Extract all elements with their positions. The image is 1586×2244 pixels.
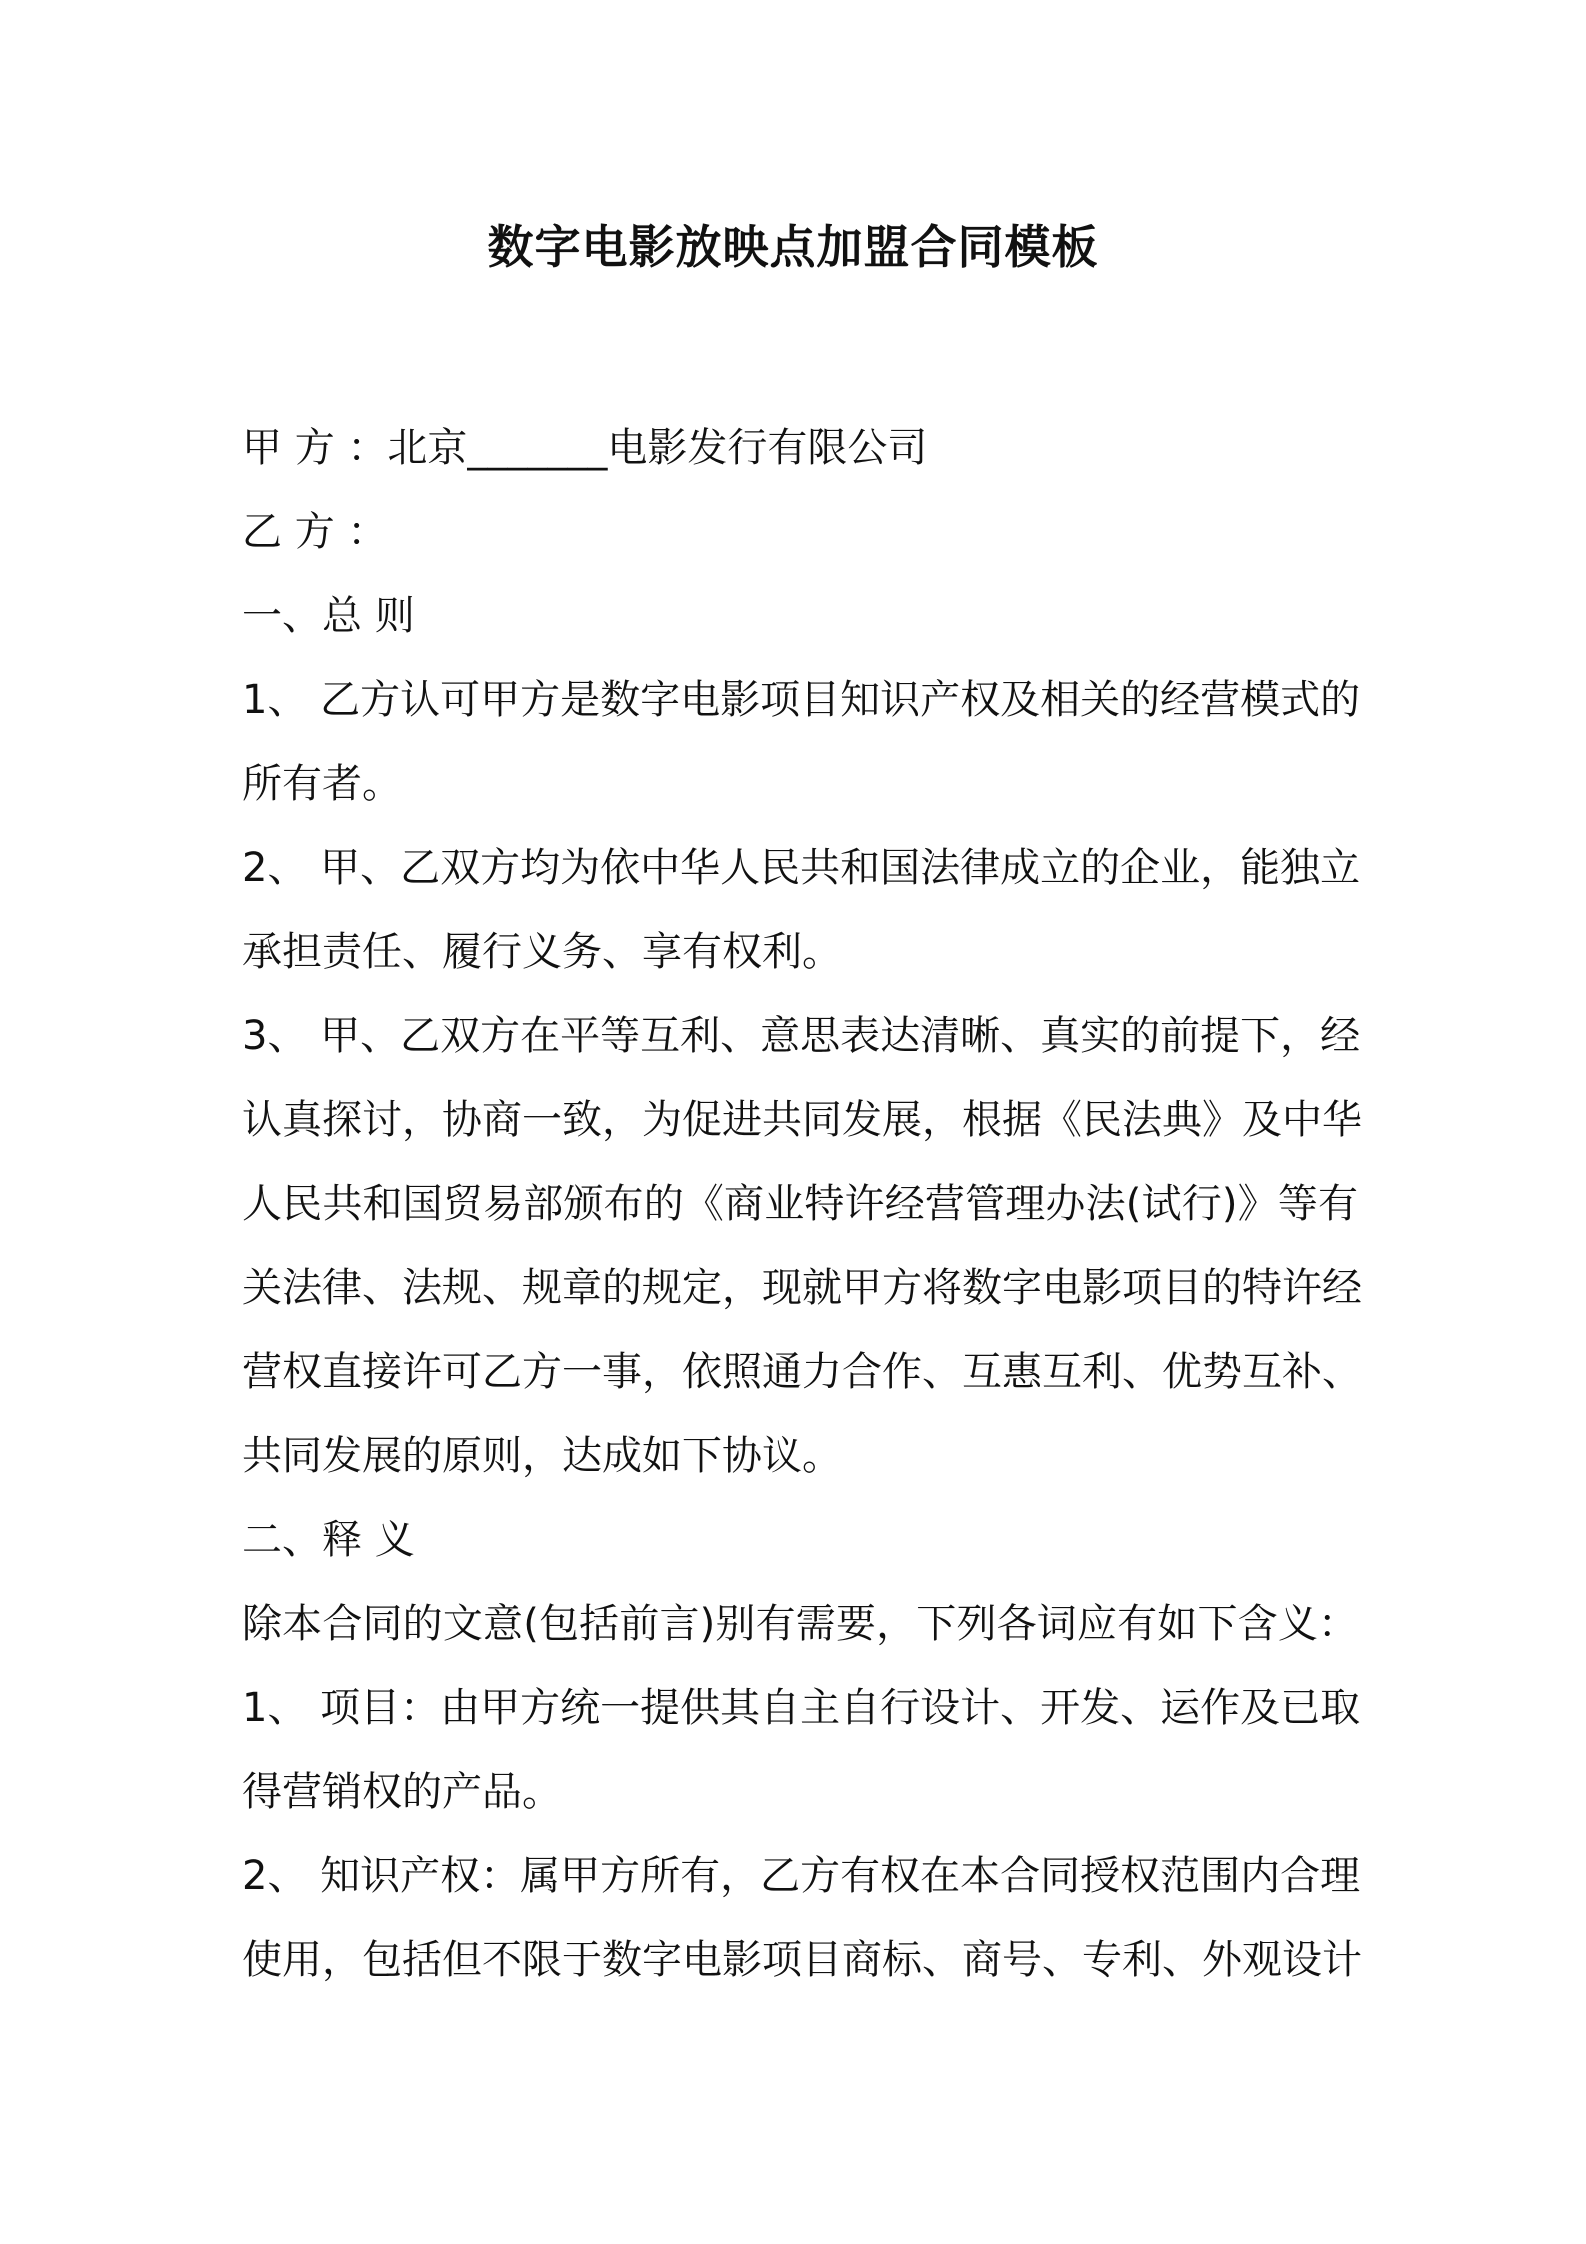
document-body: [242, 406, 1362, 2002]
definition-2-line-1: 2、 知识产权：属甲方所有，乙方有权在本合同授权范围内合理: [242, 1853, 1361, 1899]
definition-1-line-2: 得营销权的产品。: [242, 1769, 562, 1815]
definition-2-line-2: 使用，包括但不限于数字电影项目商标、商号、专利、外观设计: [242, 1937, 1362, 1983]
clause-1-line-2: 所有者。: [242, 761, 402, 807]
section-heading-general: 一、总 则: [242, 593, 415, 639]
clause-3-line-5: 营权直接许可乙方一事，依照通力合作、互惠互利、优势互补、: [242, 1349, 1362, 1395]
party-a-line: 甲 方 ：北京_______电影发行有限公司: [242, 425, 928, 471]
definitions-intro-line: 除本合同的文意(包括前言)别有需要，下列各词应有如下含义：: [242, 1601, 1358, 1647]
clause-2-line-1: 2、 甲、乙双方均为依中华人民共和国法律成立的企业，能独立: [242, 845, 1361, 891]
clause-3-line-6: 共同发展的原则，达成如下协议。: [242, 1433, 842, 1479]
document-title: 数字电影放映点加盟合同模板: [487, 220, 1099, 274]
section-heading-definitions: 二、释 义: [242, 1517, 415, 1563]
clause-3-line-1: 3、 甲、乙双方在平等互利、意思表达清晰、真实的前提下，经: [242, 1013, 1361, 1059]
party-b-line: 乙 方 ：: [242, 509, 388, 555]
clause-1-line-1: 1、 乙方认可甲方是数字电影项目知识产权及相关的经营模式的: [242, 677, 1361, 723]
definition-1-line-1: 1、 项目：由甲方统一提供其自主自行设计、开发、运作及已取: [242, 1685, 1361, 1731]
clause-2-line-2: 承担责任、履行义务、享有权利。: [242, 929, 842, 975]
clause-3-line-4: 关法律、法规、规章的规定，现就甲方将数字电影项目的特许经: [242, 1265, 1362, 1311]
clause-3-line-3: 人民共和国贸易部颁布的《商业特许经营管理办法(试行)》等有: [242, 1181, 1358, 1227]
clause-3-line-2: 认真探讨，协商一致，为促进共同发展，根据《民法典》及中华: [242, 1097, 1362, 1143]
